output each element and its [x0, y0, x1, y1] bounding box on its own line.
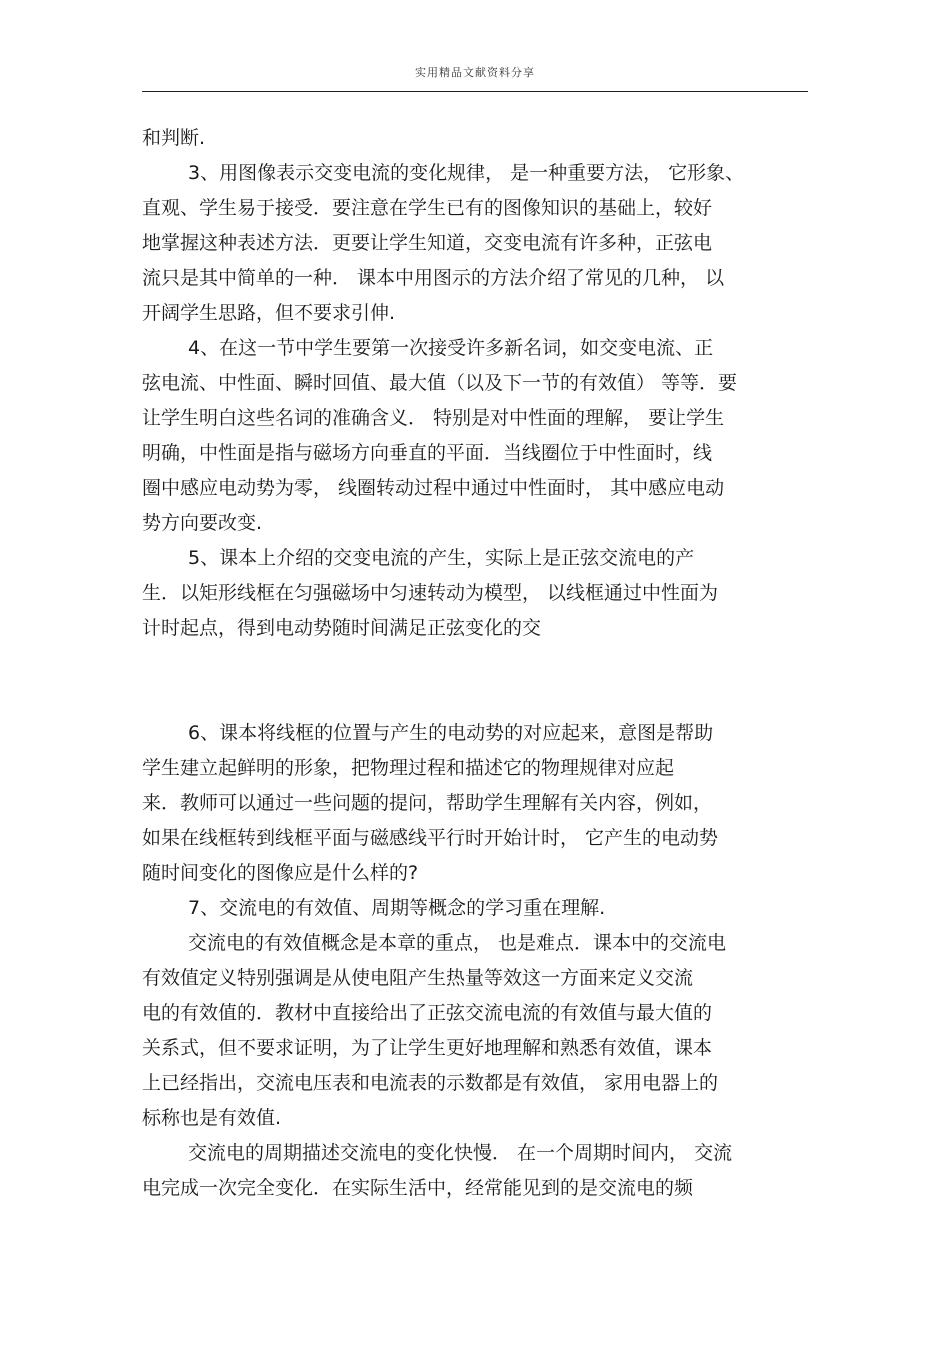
text-line: 有效值定义特别强调是从使电阻产生热量等效这一方面来定义交流	[142, 967, 694, 989]
text-line: 圈中感应电动势为零， 线圈转动过程中通过中性面时， 其中感应电动	[142, 477, 725, 499]
text-line: 如果在线框转到线框平面与磁感线平行时开始计时， 它产生的电动势	[142, 827, 719, 849]
text-line: 开阔学生思路，但不要求引伸.	[142, 302, 396, 324]
text-line: 电完成一次完全变化．在实际生活中，经常能见到的是交流电的频	[142, 1177, 694, 1199]
text-line: 5、课本上介绍的交变电流的产生，实际上是正弦交流电的产	[188, 547, 695, 569]
page-header: 实用精品文献资料分享	[415, 66, 535, 79]
text-line: 和判断.	[142, 127, 206, 149]
text-line: 关系式，但不要求证明，为了让学生更好地理解和熟悉有效值，课本	[142, 1037, 713, 1059]
text-line: 让学生明白这些名词的准确含义． 特别是对中性面的理解， 要让学生	[142, 407, 725, 429]
text-line: 标称也是有效值.	[142, 1107, 282, 1129]
text-line: 势方向要改变.	[142, 512, 263, 534]
text-line: 4、在这一节中学生要第一次接受许多新名词，如交变电流、正	[188, 337, 714, 359]
header-divider	[142, 91, 808, 92]
text-line: 交流电的周期描述交流电的变化快慢． 在一个周期时间内， 交流	[188, 1142, 733, 1164]
text-line: 流只是其中简单的一种． 课本中用图示的方法介绍了常见的几种， 以	[142, 267, 725, 289]
text-line: 交流电的有效值概念是本章的重点， 也是难点．课本中的交流电	[188, 932, 727, 954]
text-line: 明确，中性面是指与磁场方向垂直的平面．当线圈位于中性面时，线	[142, 442, 713, 464]
text-line: 直观、学生易于接受．要注意在学生已有的图像知识的基础上，较好	[142, 197, 713, 219]
text-line: 7、交流电的有效值、周期等概念的学习重在理解.	[188, 897, 606, 919]
text-line: 6、课本将线框的位置与产生的电动势的对应起来，意图是帮助	[188, 722, 714, 744]
text-line: 学生建立起鲜明的形象，把物理过程和描述它的物理规律对应起	[142, 757, 675, 779]
text-line: 电的有效值的．教材中直接给出了正弦交流电流的有效值与最大值的	[142, 1002, 713, 1024]
text-line: 弦电流、中性面、瞬时回值、最大值（以及下一节的有效值） 等等．要	[142, 372, 738, 394]
text-line: 来．教师可以通过一些问题的提问，帮助学生理解有关内容，例如，	[142, 792, 713, 814]
text-line: 上已经指出，交流电压表和电流表的示数都是有效值， 家用电器上的	[142, 1072, 719, 1094]
text-line: 3、用图像表示交变电流的变化规律， 是一种重要方法， 它形象、	[188, 162, 745, 184]
text-line: 地掌握这种表述方法．更要让学生知道，交变电流有许多种，正弦电	[142, 232, 713, 254]
text-line: 计时起点，得到电动势随时间满足正弦变化的交	[142, 617, 542, 639]
text-line: 生．以矩形线框在匀强磁场中匀速转动为模型， 以线框通过中性面为	[142, 582, 719, 604]
text-line: 随时间变化的图像应是什么样的?	[142, 862, 419, 884]
